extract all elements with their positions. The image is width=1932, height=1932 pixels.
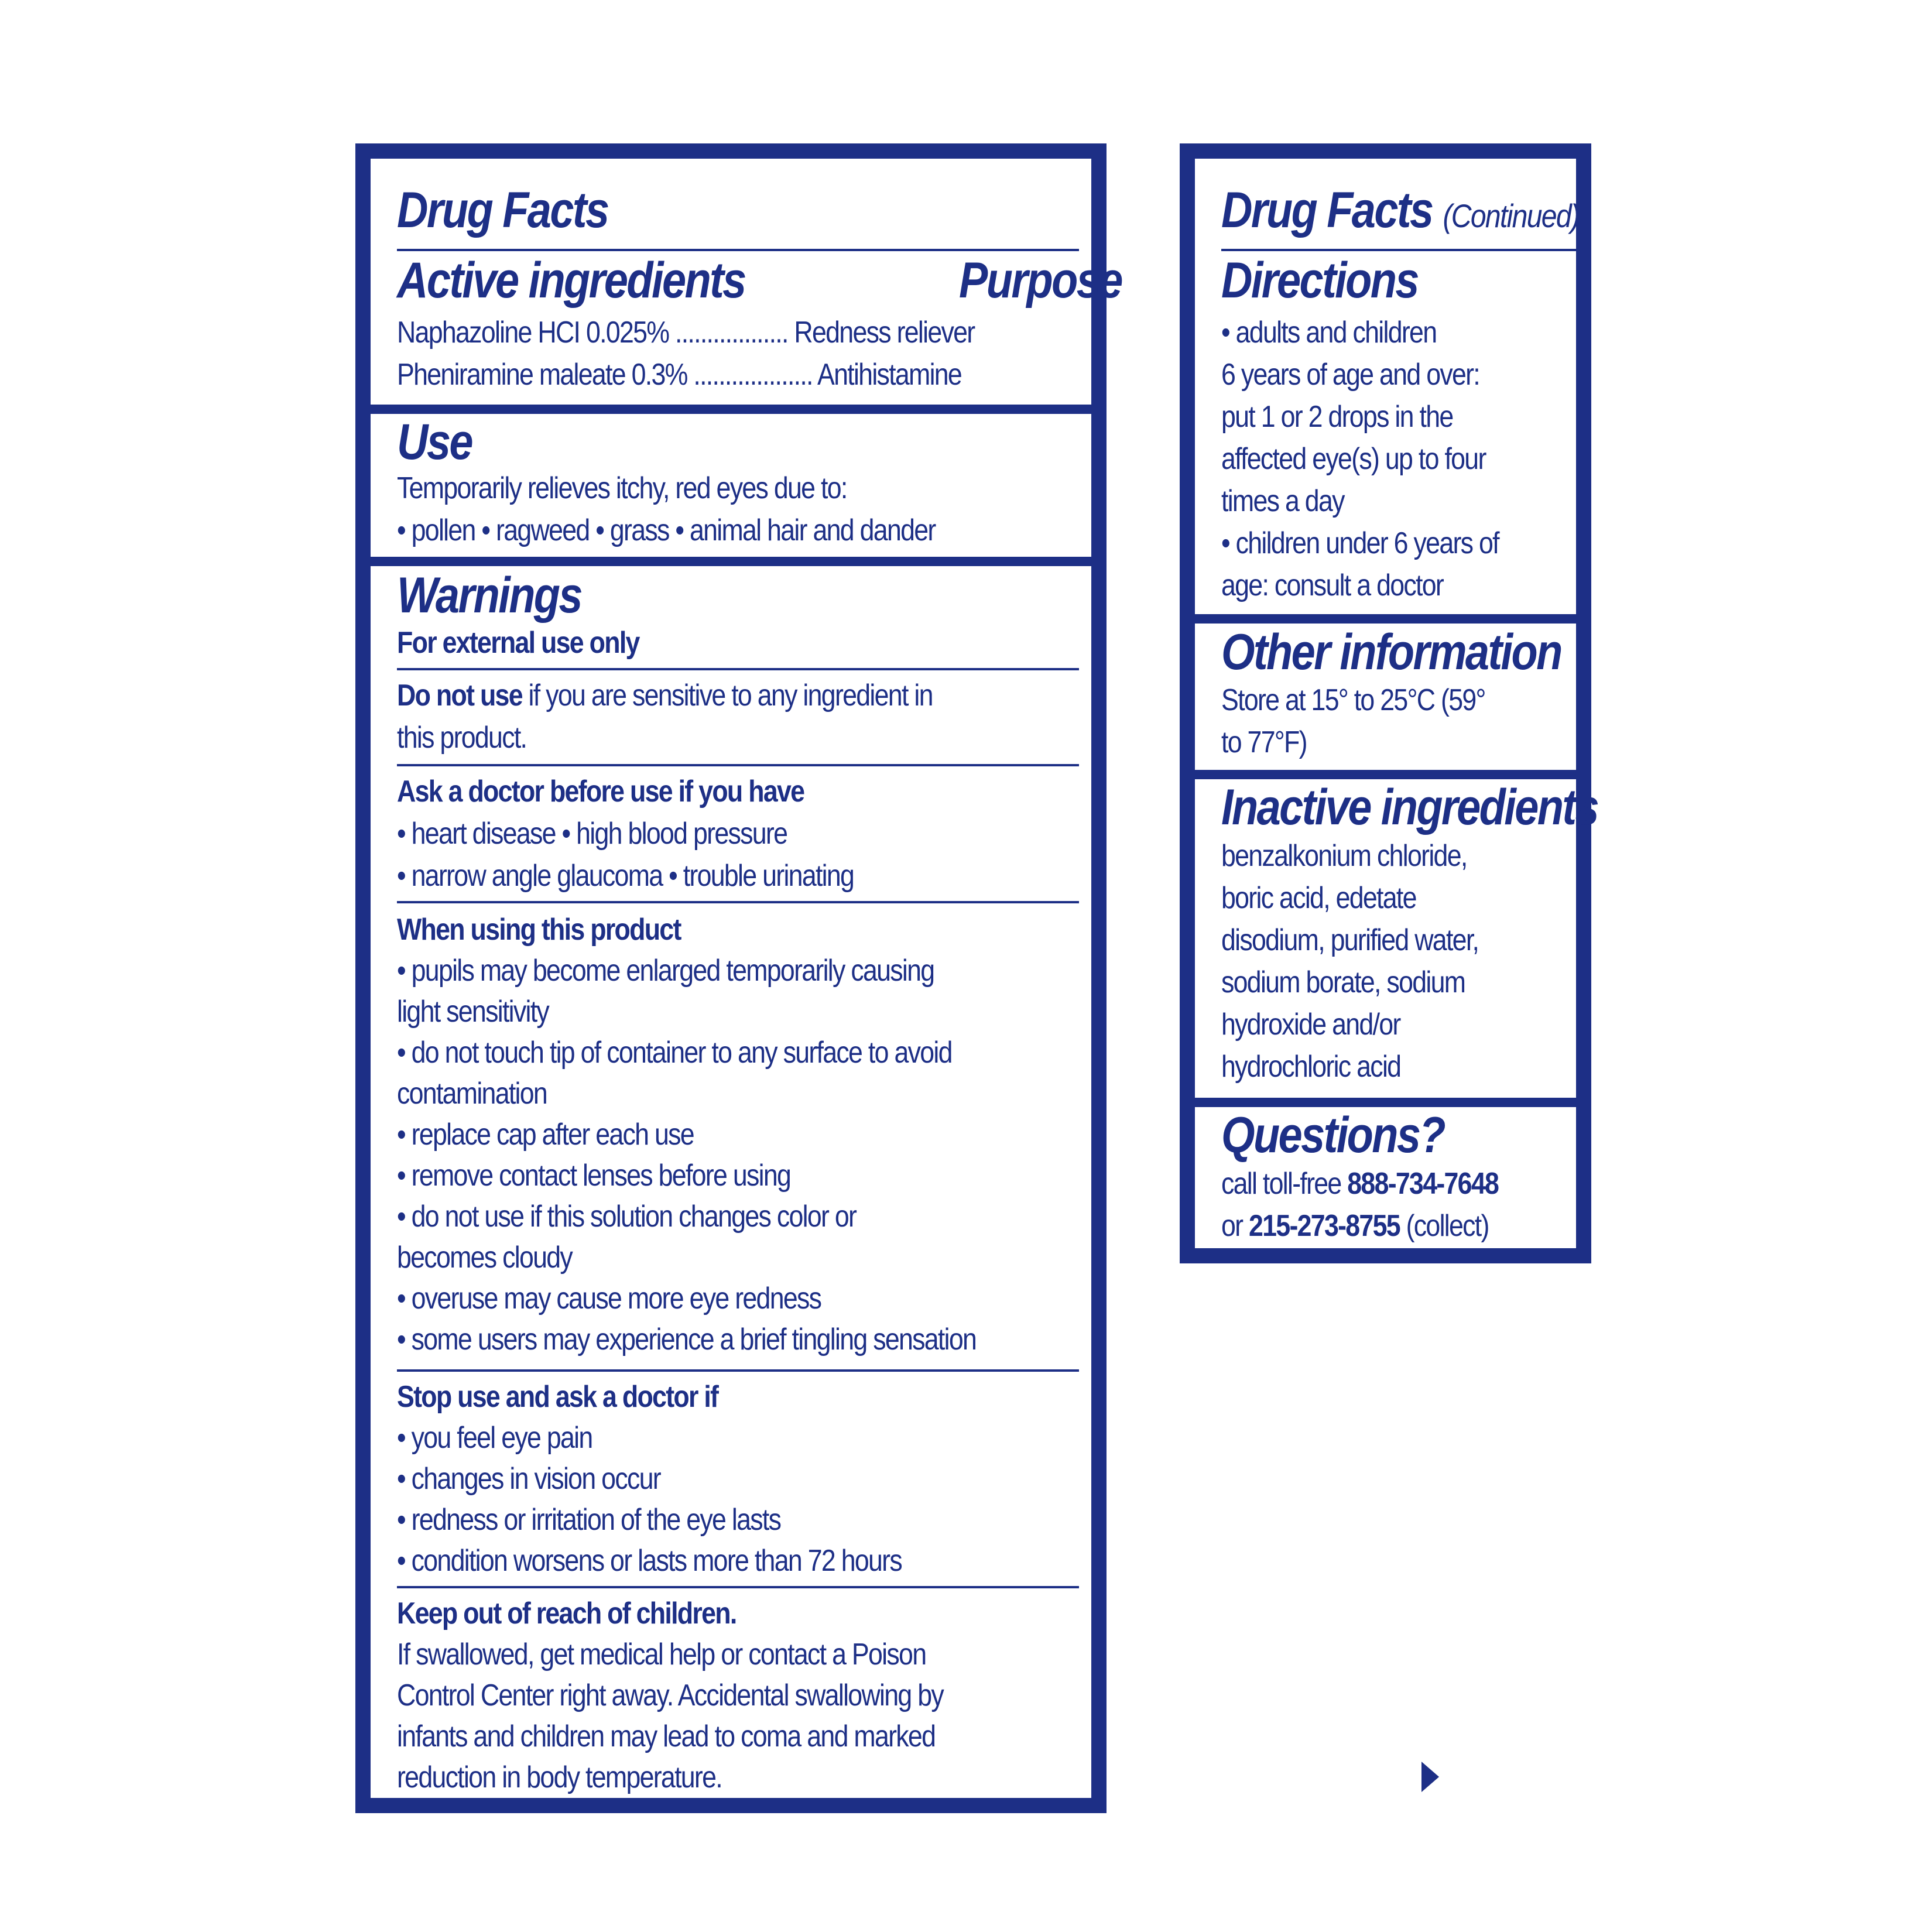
when-using-line: • some users may experience a brief tingling sensation: [397, 1323, 977, 1356]
warnings-rule: [397, 764, 1079, 766]
questions-heading: Questions?: [1221, 1107, 1445, 1163]
do-not-use-label: Do not use: [397, 679, 522, 712]
directions-line: times a day: [1221, 484, 1344, 518]
keep-out-line: infants and children may lead to coma and marked: [397, 1719, 936, 1753]
section-divider: [1195, 770, 1576, 779]
purpose-heading: Purpose: [959, 252, 1122, 309]
directions-line: age: consult a doctor: [1221, 568, 1444, 602]
inactive-ingredients-line: sodium borate, sodium: [1221, 965, 1465, 999]
inactive-ingredients-line: hydrochloric acid: [1221, 1050, 1401, 1084]
other-information-heading: Other information: [1221, 624, 1561, 680]
when-using-line: • pupils may become enlarged temporarily causing: [397, 954, 934, 988]
section-divider: [371, 557, 1091, 566]
use-heading: Use: [397, 414, 472, 470]
stop-use-line: • changes in vision occur: [397, 1462, 660, 1496]
section-divider: [1195, 1098, 1576, 1107]
stop-use-line: • redness or irritation of the eye lasts: [397, 1503, 781, 1537]
when-using-line: becomes cloudy: [397, 1241, 573, 1275]
use-bullets: • pollen • ragweed • grass • animal hair and dander: [397, 513, 936, 547]
warnings-rule: [397, 1586, 1079, 1588]
when-using-heading: When using this product: [397, 913, 681, 947]
when-using-line: • overuse may cause more eye redness: [397, 1282, 821, 1316]
directions-heading: Directions: [1221, 252, 1418, 309]
collect-suffix: (collect): [1399, 1209, 1489, 1243]
directions-line: • adults and children: [1221, 316, 1437, 350]
when-using-line: light sensitivity: [397, 995, 549, 1029]
other-information-line: Store at 15° to 25°C (59°: [1221, 683, 1485, 717]
other-information-line: to 77°F): [1221, 725, 1307, 759]
inactive-ingredients-heading: Inactive ingredients: [1221, 779, 1598, 835]
stop-use-line: • condition worsens or lasts more than 72 hours: [397, 1544, 902, 1578]
questions-prefix: call toll-free: [1221, 1167, 1348, 1201]
title-rule: [397, 249, 1079, 251]
warnings-heading: Warnings: [397, 567, 581, 624]
when-using-line: • remove contact lenses before using: [397, 1159, 791, 1193]
drug-facts-title: Drug Facts: [397, 182, 608, 238]
section-divider: [371, 405, 1091, 414]
ask-doctor-line-2: • narrow angle glaucoma • trouble urinating: [397, 859, 854, 893]
when-using-line: • do not touch tip of container to any surface to avoid: [397, 1036, 952, 1070]
do-not-use-line: [397, 675, 933, 716]
section-divider: [1195, 614, 1576, 624]
directions-line: put 1 or 2 drops in the: [1221, 400, 1453, 434]
external-use-text: For external use only: [397, 626, 639, 660]
stop-use-heading: Stop use and ask a doctor if: [397, 1380, 718, 1414]
directions-line: 6 years of age and over:: [1221, 358, 1480, 392]
warnings-rule: [397, 901, 1079, 903]
drug-facts-panel: [355, 143, 1122, 1813]
collect-phone: 215-273-8755: [1249, 1209, 1400, 1243]
inactive-ingredients-line: benzalkonium chloride,: [1221, 839, 1467, 873]
do-not-use-text: if you are sensitive to any ingredient in: [522, 679, 933, 712]
directions-line: • children under 6 years of: [1221, 526, 1499, 560]
continue-arrow-icon: [1421, 1762, 1439, 1792]
keep-out-heading: Keep out of reach of children.: [397, 1597, 737, 1630]
ingredient-line-1: Naphazoline HCI 0.025% .................. Redness reliever: [397, 316, 975, 350]
use-text: Temporarily relieves itchy, red eyes due to:: [397, 471, 847, 505]
continued-label: (Continued): [1443, 197, 1580, 234]
inactive-ingredients-line: boric acid, edetate: [1221, 881, 1416, 915]
ingredient-line-2: Pheniramine maleate 0.3% ................... Antihistamine: [397, 358, 962, 392]
ask-doctor-heading: Ask a doctor before use if you have: [397, 775, 804, 809]
when-using-line: • replace cap after each use: [397, 1118, 694, 1152]
questions-line-2: [1221, 1205, 1489, 1246]
active-ingredients-heading: Active ingredients: [397, 252, 745, 309]
stop-use-line: • you feel eye pain: [397, 1421, 592, 1455]
keep-out-line: Control Center right away. Accidental swallowing by: [397, 1678, 944, 1712]
toll-free-phone: 888-734-7648: [1347, 1167, 1499, 1201]
ask-doctor-line-1: • heart disease • high blood pressure: [397, 817, 787, 851]
drug-facts-continued-title: [1221, 182, 1579, 244]
drug-facts-continued-panel: [1180, 143, 1598, 1263]
questions-prefix: or: [1221, 1209, 1249, 1243]
drug-facts-title-text: Drug Facts: [1221, 182, 1433, 238]
warnings-rule: [397, 1369, 1079, 1372]
questions-line-1: [1221, 1163, 1498, 1204]
keep-out-line: reduction in body temperature.: [397, 1760, 722, 1794]
warnings-rule: [397, 668, 1079, 670]
when-using-line: • do not use if this solution changes color or: [397, 1200, 857, 1234]
keep-out-line: If swallowed, get medical help or contact a Poison: [397, 1638, 926, 1671]
do-not-use-line-2: this product.: [397, 721, 527, 755]
when-using-line: contamination: [397, 1077, 547, 1111]
inactive-ingredients-line: hydroxide and/or: [1221, 1008, 1400, 1042]
inactive-ingredients-line: disodium, purified water,: [1221, 923, 1479, 957]
title-rule: [1221, 249, 1578, 251]
directions-line: affected eye(s) up to four: [1221, 442, 1486, 476]
